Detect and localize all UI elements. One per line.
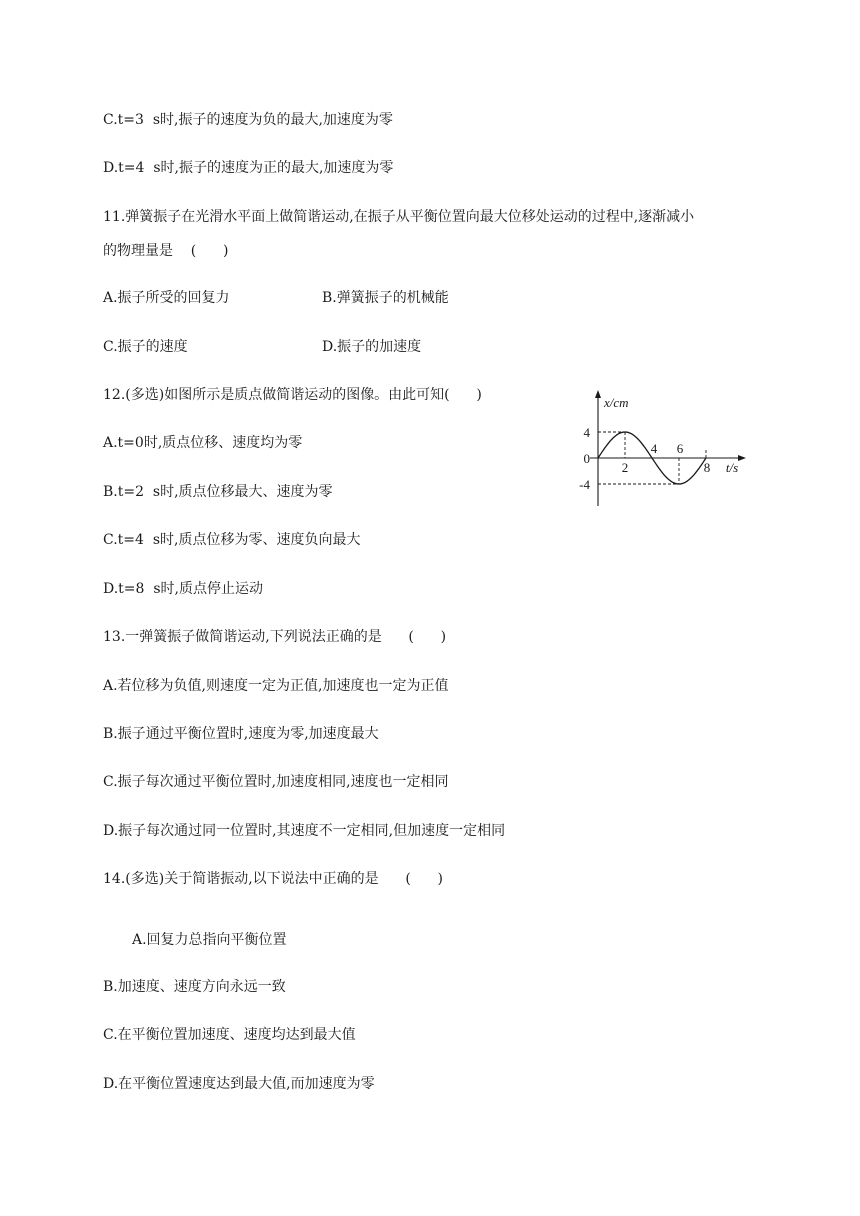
shm-displacement-graph xyxy=(560,388,750,513)
q11-stem-line2: 的物理量是 ( ) xyxy=(103,243,229,259)
y-tick-label: 0 xyxy=(583,451,590,466)
q13-stem: 13.一弹簧振子做简谐运动,下列说法正确的是 ( ) xyxy=(103,629,447,645)
q11-option-c: C.振子的速度 xyxy=(103,339,188,355)
q10-option-c: C.t=3 s时,振子的速度为负的最大,加速度为零 xyxy=(103,112,393,128)
y-axis-label: x/cm xyxy=(604,395,629,410)
q14-option-d: D.在平衡位置速度达到最大值,而加速度为零 xyxy=(103,1076,375,1092)
q13-option-c: C.振子每次通过平衡位置时,加速度相同,速度也一定相同 xyxy=(103,774,449,790)
q10-option-d: D.t=4 s时,振子的速度为正的最大,加速度为零 xyxy=(103,160,394,176)
q12-option-b: B.t=2 s时,质点位移最大、速度为零 xyxy=(103,484,333,500)
y-tick-label: 4 xyxy=(583,425,590,440)
x-tick-label: 6 xyxy=(676,441,684,456)
q12-stem: 12.(多选)如图所示是质点做简谐运动的图像。由此可知( ) xyxy=(103,387,482,403)
y-tick-label: -4 xyxy=(579,477,590,492)
y-axis-arrow xyxy=(595,390,601,398)
x-axis-label: t/s xyxy=(725,460,739,475)
q11-option-a: A.振子所受的回复力 xyxy=(103,290,230,306)
q11-option-b: B.弹簧振子的机械能 xyxy=(322,290,449,306)
q13-option-d: D.振子每次通过同一位置时,其速度不一定相同,但加速度一定相同 xyxy=(103,823,506,839)
q12-option-a: A.t=0时,质点位移、速度均为零 xyxy=(103,435,303,451)
graph-labels xyxy=(579,395,738,492)
q12-option-c: C.t=4 s时,质点位移为零、速度负向最大 xyxy=(103,532,361,548)
q11-option-d: D.振子的加速度 xyxy=(322,339,422,355)
q14-stem: 14.(多选)关于简谐振动,以下说法中正确的是 ( ) xyxy=(103,871,443,887)
x-tick-label: 2 xyxy=(621,460,629,475)
q11-stem-line1: 11.弹簧振子在光滑水平面上做简谐运动,在振子从平衡位置向最大位移处运动的过程中,逐渐减小 xyxy=(103,209,695,225)
x-axis-arrow xyxy=(738,455,746,461)
q13-option-a: A.若位移为负值,则速度一定为正值,加速度也一定为正值 xyxy=(103,678,449,694)
q13-option-b: B.振子通过平衡位置时,速度为零,加速度最大 xyxy=(103,726,379,742)
q14-option-c: C.在平衡位置加速度、速度均达到最大值 xyxy=(103,1027,356,1043)
q14-option-a: A.回复力总指向平衡位置 xyxy=(132,932,287,948)
x-tick-label: 4 xyxy=(650,441,658,456)
q14-option-b: B.加速度、速度方向永远一致 xyxy=(103,979,286,995)
x-tick-label: 8 xyxy=(703,460,711,475)
q12-option-d: D.t=8 s时,质点停止运动 xyxy=(103,581,263,597)
